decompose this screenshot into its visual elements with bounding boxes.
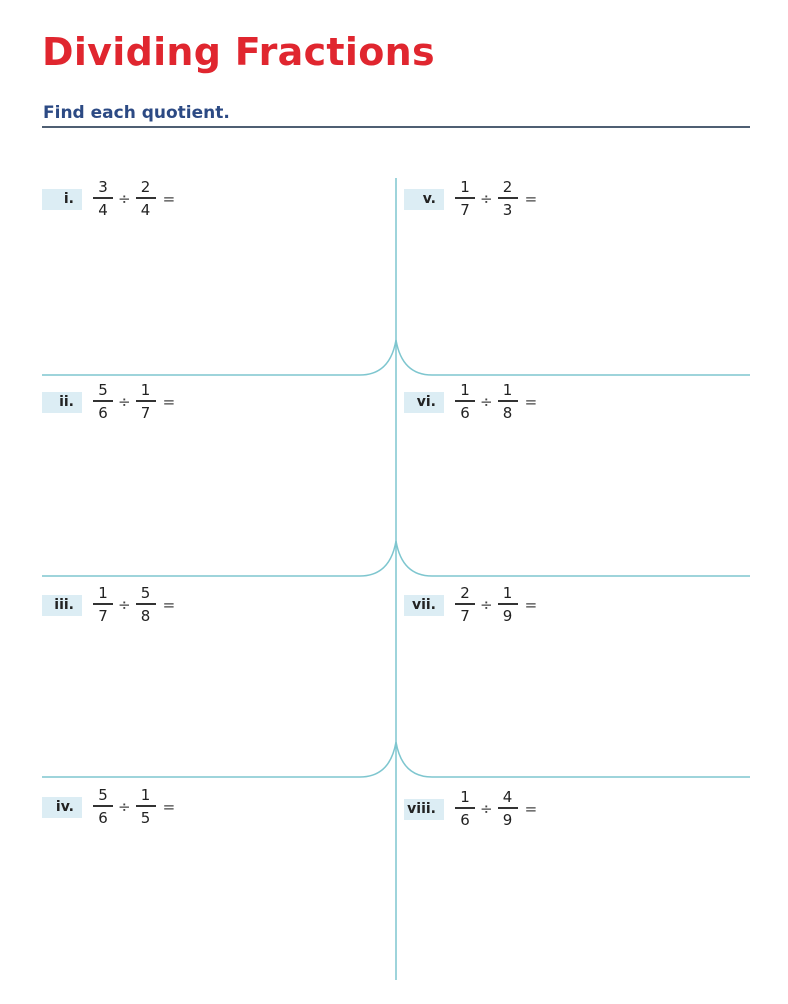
numerator: 3 bbox=[98, 178, 108, 197]
fraction-divisor bbox=[497, 787, 519, 831]
numerator: 1 bbox=[460, 788, 470, 807]
numerator: 4 bbox=[502, 788, 513, 807]
problem-viii bbox=[404, 781, 537, 837]
numerator: 1 bbox=[460, 178, 470, 197]
problem-i bbox=[42, 171, 175, 227]
problem-label: vii. bbox=[404, 595, 444, 616]
equals-sign: = bbox=[524, 393, 538, 411]
problem-label: ii. bbox=[42, 392, 82, 413]
problem-label: iv. bbox=[42, 797, 82, 818]
divide-sign: ÷ bbox=[480, 800, 493, 818]
numerator: 5 bbox=[98, 786, 108, 805]
denominator: 9 bbox=[502, 606, 513, 625]
problem-label: iii. bbox=[42, 595, 82, 616]
fraction-divisor bbox=[135, 177, 157, 221]
fraction-divisor bbox=[135, 380, 157, 424]
numerator: 2 bbox=[140, 178, 151, 197]
page-title: Dividing Fractions bbox=[42, 30, 435, 74]
denominator: 3 bbox=[502, 200, 513, 219]
divide-sign: ÷ bbox=[118, 798, 131, 816]
fraction-divisor bbox=[135, 583, 157, 627]
problem-v bbox=[404, 171, 537, 227]
fraction-dividend bbox=[92, 785, 114, 829]
denominator: 5 bbox=[140, 808, 151, 827]
denominator: 6 bbox=[460, 403, 470, 422]
instruction-heading: Find each quotient. bbox=[43, 103, 230, 123]
fraction-dividend bbox=[92, 380, 114, 424]
denominator: 9 bbox=[502, 810, 513, 829]
problem-vi bbox=[404, 374, 537, 430]
problem-label: v. bbox=[404, 189, 444, 210]
equals-sign: = bbox=[524, 190, 538, 208]
denominator: 7 bbox=[98, 606, 108, 625]
fraction-dividend bbox=[454, 583, 476, 627]
numerator: 1 bbox=[502, 381, 513, 400]
denominator: 7 bbox=[460, 606, 470, 625]
numerator: 2 bbox=[502, 178, 513, 197]
divide-sign: ÷ bbox=[118, 596, 131, 614]
problem-iv bbox=[42, 779, 175, 835]
fraction-dividend bbox=[92, 177, 114, 221]
divide-sign: ÷ bbox=[480, 190, 493, 208]
equals-sign: = bbox=[524, 596, 538, 614]
divide-sign: ÷ bbox=[480, 393, 493, 411]
denominator: 4 bbox=[98, 200, 108, 219]
equals-sign: = bbox=[162, 798, 176, 816]
equals-sign: = bbox=[524, 800, 538, 818]
equals-sign: = bbox=[162, 393, 176, 411]
numerator: 1 bbox=[502, 584, 513, 603]
denominator: 6 bbox=[460, 810, 470, 829]
numerator: 5 bbox=[98, 381, 108, 400]
problem-label: i. bbox=[42, 189, 82, 210]
divide-sign: ÷ bbox=[118, 190, 131, 208]
fraction-divisor bbox=[497, 177, 519, 221]
numerator: 5 bbox=[140, 584, 151, 603]
denominator: 6 bbox=[98, 808, 108, 827]
equals-sign: = bbox=[162, 190, 176, 208]
numerator: 1 bbox=[140, 381, 151, 400]
problem-iii bbox=[42, 577, 175, 633]
denominator: 4 bbox=[140, 200, 151, 219]
problem-vii bbox=[404, 577, 537, 633]
denominator: 8 bbox=[502, 403, 513, 422]
denominator: 7 bbox=[140, 403, 151, 422]
fraction-divisor bbox=[497, 380, 519, 424]
fraction-divisor bbox=[135, 785, 157, 829]
fraction-divisor bbox=[497, 583, 519, 627]
numerator: 1 bbox=[140, 786, 151, 805]
fraction-dividend bbox=[454, 177, 476, 221]
denominator: 8 bbox=[140, 606, 151, 625]
problem-label: vi. bbox=[404, 392, 444, 413]
numerator: 1 bbox=[460, 381, 470, 400]
fraction-dividend bbox=[454, 787, 476, 831]
numerator: 2 bbox=[460, 584, 470, 603]
equals-sign: = bbox=[162, 596, 176, 614]
problem-label: viii. bbox=[404, 799, 444, 820]
fraction-dividend bbox=[92, 583, 114, 627]
divide-sign: ÷ bbox=[118, 393, 131, 411]
numerator: 1 bbox=[98, 584, 108, 603]
fraction-dividend bbox=[454, 380, 476, 424]
divide-sign: ÷ bbox=[480, 596, 493, 614]
problem-ii bbox=[42, 374, 175, 430]
denominator: 7 bbox=[460, 200, 470, 219]
denominator: 6 bbox=[98, 403, 108, 422]
